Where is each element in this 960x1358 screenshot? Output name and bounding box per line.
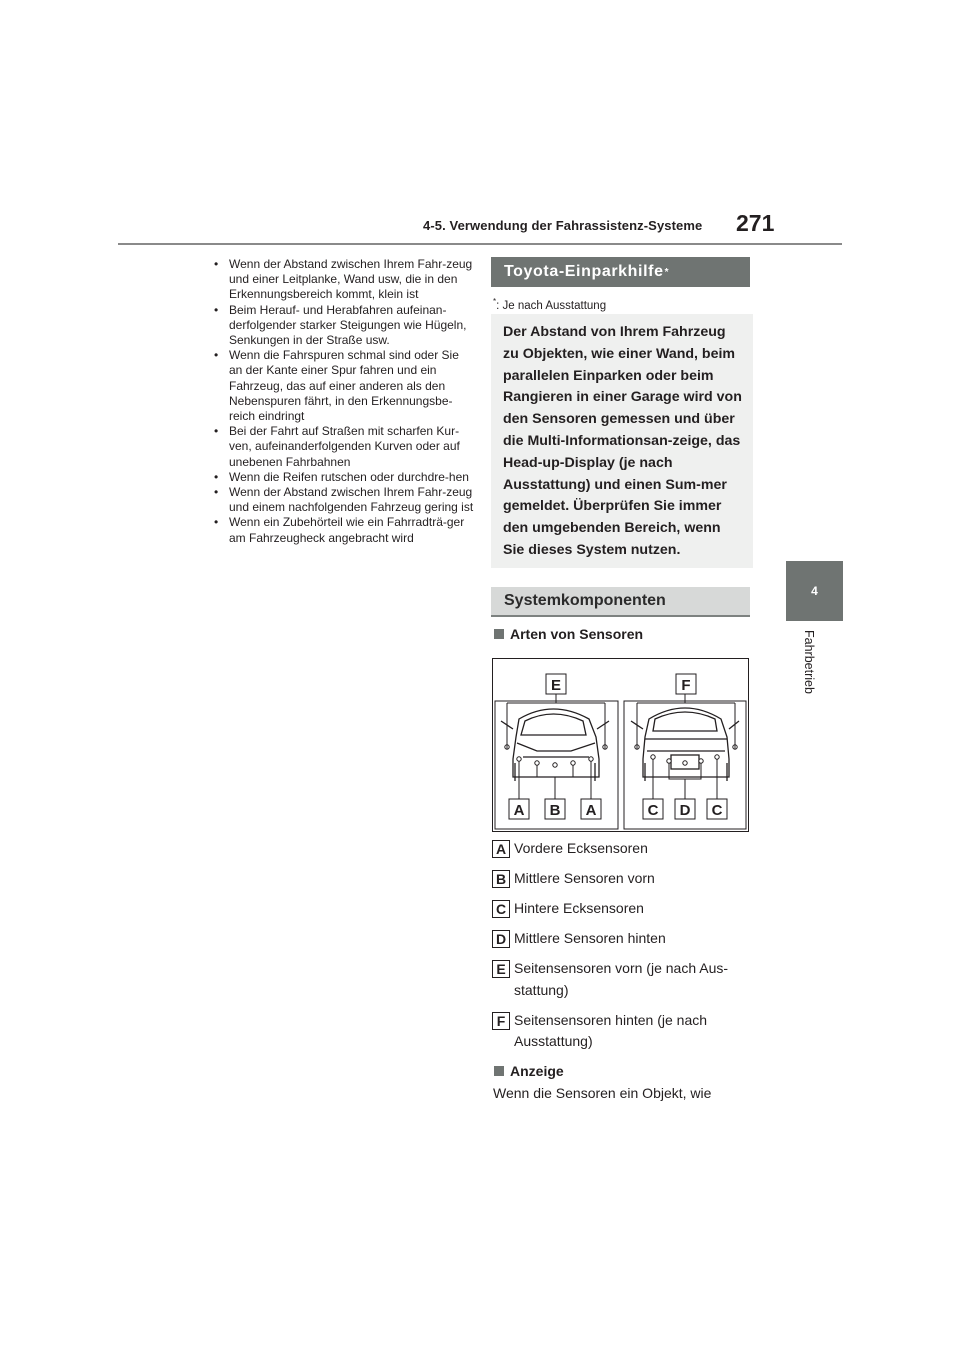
label-f: F [681,677,691,694]
legend-item [492,898,752,920]
subheading-sensor-types [494,626,643,642]
chapter-number: 4 [811,584,818,598]
label-c-left: C [647,802,659,819]
legend-key: F [492,1012,510,1030]
section-title: Toyota-Einparkhilfe [504,263,664,280]
bullet-icon: • [214,485,219,500]
bullet-icon: • [214,424,219,439]
label-e: E [550,677,562,694]
bullet-icon: • [214,257,219,271]
list-item-text: Wenn die Fahrspuren schmal sind oder Sie an der Kante einer Spur fahren und ein Fahrzeug, das auf einer anderen als den Nebenspuren fährt, in den Erkennungsbe-reich eindringt [229,348,459,424]
legend-item [492,838,752,860]
list-item [212,470,474,485]
legend-text: Vordere Ecksensoren [514,840,648,856]
subheading-text: Arten von Sensoren [510,626,644,642]
legend-text: Seitensensoren vorn (je nach Aus-stattung) [514,960,729,998]
list-item-text: Wenn die Reifen rutschen oder durchdre-hen [229,469,469,484]
list-item [212,303,474,349]
section-banner-parking-aid [491,257,750,287]
legend-item [492,928,752,950]
legend-item [492,868,752,890]
list-item [212,515,474,545]
legend-key: B [492,870,510,888]
sensor-legend [492,838,752,1061]
legend-item [492,1010,752,1053]
square-bullet-icon [494,1066,504,1076]
footnote-marker: * [493,297,497,306]
label-a-left: A [513,802,525,819]
legend-text: Hintere Ecksensoren [514,900,644,916]
section-banner-components [491,587,750,617]
list-item [212,424,474,470]
legend-key: A [492,840,510,858]
list-item-text: Wenn ein Zubehörteil wie ein Fahrradträ-ger am Fahrzeugheck angebracht wird [229,515,465,545]
intro-box: Der Abstand von Ihrem Fahrzeug zu Objekten, wie einer Wand, beim parallelen Einparken oder beim Rangieren in einer Garage wird von den Sensoren gemessen und über die Multi-Informationsan-zeige, das Head-up-Display (je nach Ausstattung) und einen Sum-mer gemeldet. Überprüfen Sie immer den umgebenden Bereich, wenn Sie dieses System nutzen. [491,314,753,568]
section-title: Systemkomponenten [504,592,666,609]
legend-key: E [492,960,510,978]
bullet-icon: • [214,469,219,484]
list-item [212,485,474,515]
label-c-right: C [711,802,723,819]
legend-text: Seitensensoren hinten (je nach Ausstattung) [514,1011,708,1050]
subheading-display [494,1063,564,1079]
legend-text: Mittlere Sensoren vorn [514,870,655,886]
footnote-text: : Je nach Ausstattung [496,299,607,312]
list-item-text: Bei der Fahrt auf Straßen mit scharfen Kur-ven, aufeinanderfolgenden Kurven oder auf unebenen Fahrbahnen [229,424,460,469]
bullet-icon: • [214,515,219,530]
sensor-diagram-svg [493,659,748,831]
legend-key: D [492,930,510,948]
footnote-marker: * [664,266,670,278]
list-item [212,257,474,303]
bullet-icon: • [214,302,219,317]
legend-text: Mittlere Sensoren hinten [514,930,666,946]
header-rule [118,243,842,245]
caution-list [212,257,474,546]
square-bullet-icon [494,629,504,639]
list-item-text: Beim Herauf- und Herabfahren aufeinan-derfolgender starker Steigungen wie Hügeln, Senkungen in der Straße usw. [229,302,467,348]
chapter-label: Fahrbetrieb [802,630,816,694]
list-item [212,348,474,424]
subheading-text: Anzeige [510,1063,564,1079]
label-d: D [679,802,691,819]
page-number: 271 [736,210,775,236]
section-header-title: 4-5. Verwendung der Fahrassistenz-Systeme [423,218,703,233]
bullet-icon: • [214,348,219,363]
legend-item [492,958,752,1001]
display-paragraph: Wenn die Sensoren ein Objekt, wie [493,1085,712,1101]
sensor-diagram [492,658,749,832]
footnote [493,297,606,312]
legend-key: C [492,900,510,918]
label-a-right: A [585,802,597,819]
list-item-text: Wenn der Abstand zwischen Ihrem Fahr-zeug und einem nachfolgenden Fahrzeug gering ist [229,485,474,515]
list-item-text: Wenn der Abstand zwischen Ihrem Fahr-zeug und einer Leitplanke, Wand usw, die in den Erkennungsbereich kommt, klein ist [229,257,473,302]
chapter-tab [786,561,843,621]
label-b: B [549,802,561,819]
